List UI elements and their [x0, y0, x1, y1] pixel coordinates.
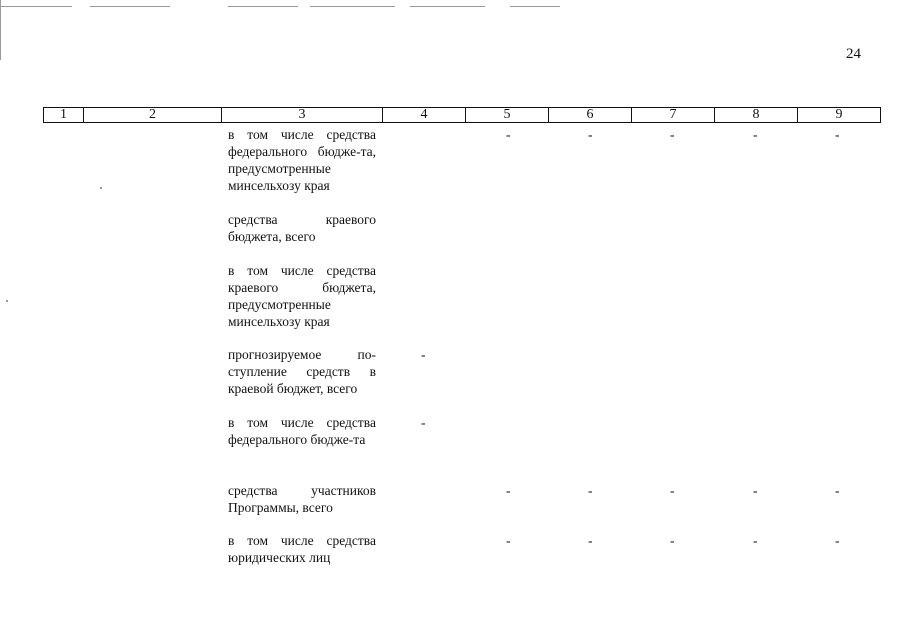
row-description: в том числе средства федерального бюдже-та [228, 415, 376, 447]
value-cell: - [588, 533, 593, 548]
scan-artifact-line [90, 6, 170, 7]
scan-artifact-dot [6, 300, 8, 302]
value-cell: - [588, 483, 593, 498]
value-cell: - [506, 127, 511, 142]
value-cell: - [835, 533, 840, 548]
column-number-header [43, 107, 881, 123]
scan-artifact-dot [100, 187, 102, 189]
scan-artifact-line [310, 6, 395, 7]
scan-artifact-line [0, 0, 1, 60]
value-cell: - [421, 347, 426, 362]
scan-artifact-line [228, 6, 298, 7]
header-cell: 2 [84, 108, 222, 123]
value-cell: - [670, 533, 675, 548]
value-cell: - [506, 483, 511, 498]
row-description: средства участников Программы, всего [228, 483, 376, 515]
row-description: средства краевого бюджета, всего [228, 212, 376, 244]
header-cell: 7 [632, 108, 715, 123]
value-cell: - [588, 127, 593, 142]
row-description: в том числе средства юридических лиц [228, 533, 376, 565]
scan-artifact-line [0, 6, 72, 7]
header-cell: 8 [715, 108, 798, 123]
value-cell: - [835, 483, 840, 498]
value-cell: - [753, 533, 758, 548]
header-cell: 3 [222, 108, 383, 123]
row-description: в том числе средства федерального бюдже-та, предусмотренные минсельхозу края [228, 127, 376, 193]
scan-artifact-line [510, 6, 560, 7]
value-cell: - [835, 127, 840, 142]
value-cell: - [670, 127, 675, 142]
header-cell: 4 [383, 108, 466, 123]
value-cell: - [670, 483, 675, 498]
value-cell: - [421, 415, 426, 430]
header-cell: 1 [44, 108, 84, 123]
header-cell: 5 [466, 108, 549, 123]
scan-artifact-line [410, 6, 485, 7]
page-number: 24 [846, 46, 861, 62]
row-description: прогнозируемое по-ступление средств в краевой бюджет, всего [228, 347, 376, 396]
row-description: в том числе средства краевого бюджета, предусмотренные минсельхозу края [228, 263, 376, 329]
value-cell: - [753, 127, 758, 142]
value-cell: - [753, 483, 758, 498]
header-cell: 9 [798, 108, 881, 123]
value-cell: - [506, 533, 511, 548]
header-cell: 6 [549, 108, 632, 123]
